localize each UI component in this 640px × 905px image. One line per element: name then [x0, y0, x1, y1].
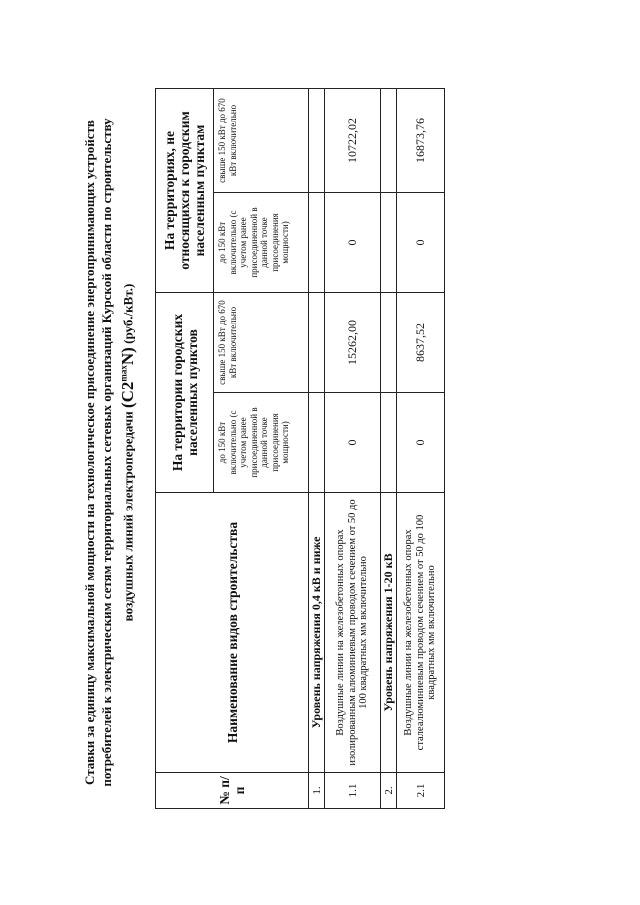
value-urban-150-670: 8637,52 — [397, 293, 445, 393]
title-symbol-base: (C2 — [117, 381, 137, 409]
empty-cell — [381, 193, 397, 293]
empty-cell — [381, 293, 397, 393]
header-nonurban-150-670: свыше 150 кВт до 670 кВт включительно — [214, 89, 309, 193]
value-urban-up-to-150: 0 — [397, 393, 445, 493]
empty-cell — [309, 89, 325, 193]
value-nonurban-150-670: 10722,02 — [325, 89, 381, 193]
section-num: 2. — [381, 773, 397, 809]
row-name: Воздушные линии на железобетонных опорах изолированным алюминиевым проводом сечением от 50 до 100 квадратных мм включительно — [325, 493, 381, 773]
section-num: 1. — [309, 773, 325, 809]
header-num: № п/п — [156, 773, 309, 809]
table-row — [397, 89, 445, 809]
header-nonurban-up-to-150: до 150 кВт включительно (с учетом ранее присоединенной в данной точке присоединения мощности) — [214, 193, 309, 293]
header-nonurban-group: На территориях, не относящихся к городским населенным пунктам — [156, 89, 214, 293]
document-title — [82, 0, 137, 905]
title-line-3-text: воздушных линий электропередачи — [120, 411, 136, 622]
title-line-2: потребителей к электрическим сетям территориальных сетевых организаций Курской области по строительству — [98, 118, 114, 787]
title-symbol-end: N) — [117, 347, 137, 366]
title-symbol-sup: max — [118, 365, 128, 382]
row-num: 1.1 — [325, 773, 381, 809]
title-line-1: Ставки за единицу максимальной мощности на технологическое присоединение энергопринимающих устройств — [82, 120, 97, 785]
row-num: 2.1 — [397, 773, 445, 809]
empty-cell — [381, 89, 397, 193]
header-urban-150-670: свыше 150 кВт до 670 кВт включительно — [214, 293, 309, 393]
header-urban-group: На территории городских населенных пунктов — [156, 293, 214, 493]
empty-cell — [309, 193, 325, 293]
title-unit: (руб./кВт.) — [120, 283, 136, 344]
value-urban-150-670: 15262,00 — [325, 293, 381, 393]
header-name: Наименование видов строительства — [156, 493, 309, 773]
title-symbol — [118, 347, 137, 408]
header-urban-up-to-150: до 150 кВт включительно (с учетом ранее присоединенной в данной точке присоединения мощности) — [214, 393, 309, 493]
header-row-1 — [156, 89, 214, 809]
value-nonurban-150-670: 16873,76 — [397, 89, 445, 193]
section-title: Уровень напряжения 1-20 кВ — [381, 493, 397, 773]
empty-cell — [309, 393, 325, 493]
row-name: Воздушные линии на железобетонных опорах сталеалюминиевым проводом сечением от 50 до 100 квадратных мм включительно — [397, 493, 445, 773]
value-nonurban-up-to-150: 0 — [397, 193, 445, 293]
empty-cell — [309, 293, 325, 393]
section-row-1 — [309, 89, 325, 809]
title-line-3 — [115, 0, 137, 905]
rates-table — [155, 88, 445, 809]
empty-cell — [381, 393, 397, 493]
table-row — [325, 89, 381, 809]
section-title: Уровень напряжения 0,4 кВ и ниже — [309, 493, 325, 773]
value-nonurban-up-to-150: 0 — [325, 193, 381, 293]
value-urban-up-to-150: 0 — [325, 393, 381, 493]
section-row-2 — [381, 89, 397, 809]
